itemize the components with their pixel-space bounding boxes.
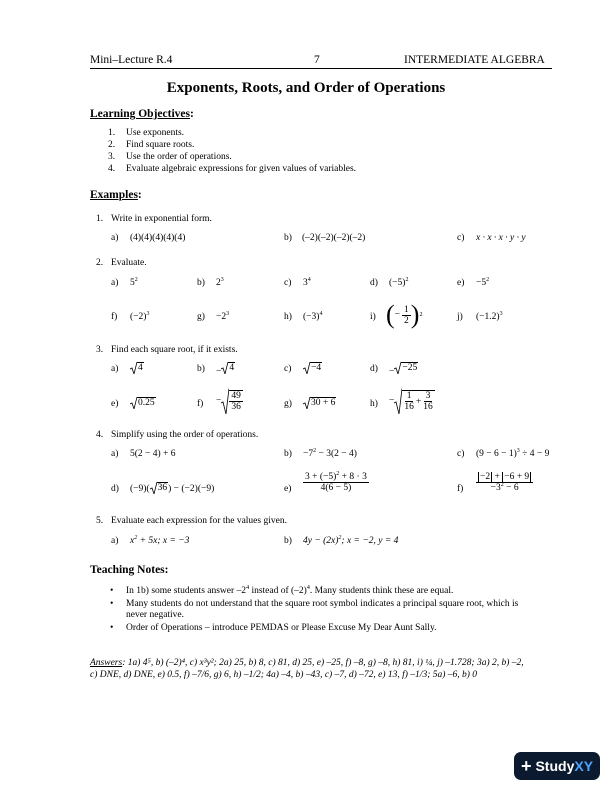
note-2: Many students do not understand that the square root symbol indicates a principal square root, which is	[126, 599, 519, 609]
objective-text: Find square roots.	[126, 140, 195, 150]
q2-num: 2.	[96, 258, 104, 268]
q1-num: 1.	[96, 214, 104, 224]
q4-c-label: c)	[457, 449, 465, 459]
bullet-icon: •	[110, 599, 114, 609]
q3-f-label: f)	[197, 399, 204, 409]
header-right: INTERMEDIATE ALGEBRA	[404, 54, 545, 66]
q1-text: Write in exponential form.	[111, 214, 212, 224]
q1-a-label: a)	[111, 233, 119, 243]
q3-num: 3.	[96, 345, 104, 355]
objective-text: Evaluate algebraic expressions for given values of variables.	[126, 164, 357, 174]
q4-e-label: e)	[284, 484, 292, 494]
q2-b-expr: $2^3$	[216, 277, 224, 288]
answers-line-2: c) DNE, d) DNE, e) 0.5, f) –7/6, g) 6, h) –1/2; 4a) –4, b) –43, c) –7, d) –72, e) 13, f) –1/3; 5a) –6, b) 0	[90, 670, 478, 680]
q4-d-label: d)	[111, 484, 119, 494]
q3-d-label: d)	[370, 364, 378, 374]
objective-text: Use the order of operations.	[126, 152, 232, 162]
bullet-icon: •	[110, 586, 114, 596]
q4-c-expr: $(9 - 6 - 1)^3 \div 4 - 9$	[476, 448, 550, 459]
q3-h-expr: − $\frac{1}{16}$ + $\frac{3}{16}$	[389, 388, 435, 414]
q2-j-label: j)	[457, 312, 463, 322]
objectives-heading: Learning Objectives:	[90, 108, 194, 120]
q3-b-expr: − 4	[216, 363, 235, 377]
q2-d-label: d)	[370, 278, 378, 288]
q4-e-expr: $\frac{3 + (-5)^2 + 8 \cdot 3}{4(6 - 5)}$	[305, 471, 367, 493]
q2-h-expr: $(-3)^4$	[303, 311, 323, 322]
logo-study: Study	[535, 758, 575, 774]
q2-b-label: b)	[197, 278, 205, 288]
q3-f-expr: − $\frac{49}{36}$	[216, 388, 243, 414]
q4-a-label: a)	[111, 449, 119, 459]
q5-text: Evaluate each expression for the values given.	[111, 516, 287, 526]
q2-c-expr: $3^4$	[303, 277, 311, 288]
q1-c-expr: x · x · x · y · y	[476, 233, 526, 243]
q2-c-label: c)	[284, 278, 292, 288]
q4-f-label: f)	[457, 484, 464, 494]
q4-text: Simplify using the order of operations.	[111, 430, 259, 440]
q3-b-label: b)	[197, 364, 205, 374]
q3-d-expr: − −25	[389, 363, 418, 377]
q2-g-label: g)	[197, 312, 205, 322]
q4-b-expr: $-7^2 - 3(2 - 4)$	[303, 448, 357, 459]
examples-heading: Examples:	[90, 189, 142, 201]
q5-num: 5.	[96, 516, 104, 526]
page-number: 7	[314, 54, 320, 66]
q2-a-expr: $5^2$	[130, 277, 138, 288]
q2-i-label: i)	[370, 312, 376, 322]
q4-num: 4.	[96, 430, 104, 440]
header-left: Mini–Lecture R.4	[90, 54, 173, 66]
q5-a-expr: $x^2 + 5x$; x = −3	[130, 535, 190, 546]
q2-g-expr: $-2^3$	[216, 311, 230, 322]
note-1: In 1b) some students answer $-2^4$ instead of $(-2)^4$. Many students think these are equal.	[126, 585, 454, 596]
q3-c-expr: −4	[303, 362, 322, 377]
q2-f-label: f)	[111, 312, 118, 322]
q1-c-label: c)	[457, 233, 465, 243]
q2-j-expr: $(-1.2)^3$	[476, 311, 503, 322]
logo-xy: XY	[574, 758, 594, 774]
q3-c-label: c)	[284, 364, 292, 374]
q3-a-label: a)	[111, 364, 119, 374]
objective-num: 4.	[108, 164, 116, 174]
q3-e-label: e)	[111, 399, 119, 409]
q1-a-expr: (4)(4)(4)(4)(4)	[130, 233, 186, 243]
q3-e-expr: 0.25	[130, 397, 156, 412]
note-3: Order of Operations – introduce PEMDAS or Please Excuse My Dear Aunt Sally.	[126, 623, 437, 633]
q3-text: Find each square root, if it exists.	[111, 345, 238, 355]
answers-line-1: Answers: 1a) 4⁵, b) (–2)⁴, c) x³y²; 2a) 25, b) 8, c) 81, d) 25, e) –25, f) –8, g) –8, h) 81, i) ¼, j) –1.728; 3a) 2, b) –2,	[90, 658, 524, 668]
q2-e-label: e)	[457, 278, 465, 288]
q2-e-expr: $-5^2$	[476, 277, 490, 288]
notes-heading: Teaching Notes:	[90, 564, 169, 576]
objective-text: Use exponents.	[126, 128, 185, 138]
q3-g-label: g)	[284, 399, 292, 409]
q3-h-label: h)	[370, 399, 378, 409]
q2-text: Evaluate.	[111, 258, 147, 268]
plus-icon: +	[520, 755, 532, 776]
q5-a-label: a)	[111, 536, 119, 546]
q5-b-expr: $4y - (2x)^2$; x = −2, y = 4	[303, 535, 399, 546]
bullet-icon: •	[110, 623, 114, 633]
q1-b-label: b)	[284, 233, 292, 243]
q1-b-expr: (–2)(–2)(–2)(–2)	[302, 233, 366, 243]
q2-d-expr: $(-5)^2$	[389, 277, 409, 288]
q5-b-label: b)	[284, 536, 292, 546]
q4-a-expr: 5(2 − 4) + 6	[130, 449, 176, 459]
objective-num: 2.	[108, 140, 116, 150]
q3-g-expr: 30 + 6	[303, 397, 336, 412]
q2-i-expr: ( − $\frac{1}{2}$ ) 2	[386, 300, 423, 329]
q4-d-expr: (−9)( 36 ) − (−2)(−9)	[130, 483, 215, 494]
q2-f-expr: $(-2)^3$	[130, 311, 150, 322]
objective-num: 1.	[108, 128, 116, 138]
q4-b-label: b)	[284, 449, 292, 459]
studyxy-logo	[514, 752, 600, 780]
q3-a-expr: 4	[130, 362, 144, 377]
q4-f-expr: $\frac{-2 + -6 + 9}{-3^2 - 6}$	[476, 472, 533, 493]
page-title: Exponents, Roots, and Order of Operations	[166, 80, 446, 96]
q2-a-label: a)	[111, 278, 119, 288]
header-rule	[90, 68, 552, 69]
note-2-cont: never negative.	[126, 610, 185, 620]
objective-num: 3.	[108, 152, 116, 162]
q2-h-label: h)	[284, 312, 292, 322]
